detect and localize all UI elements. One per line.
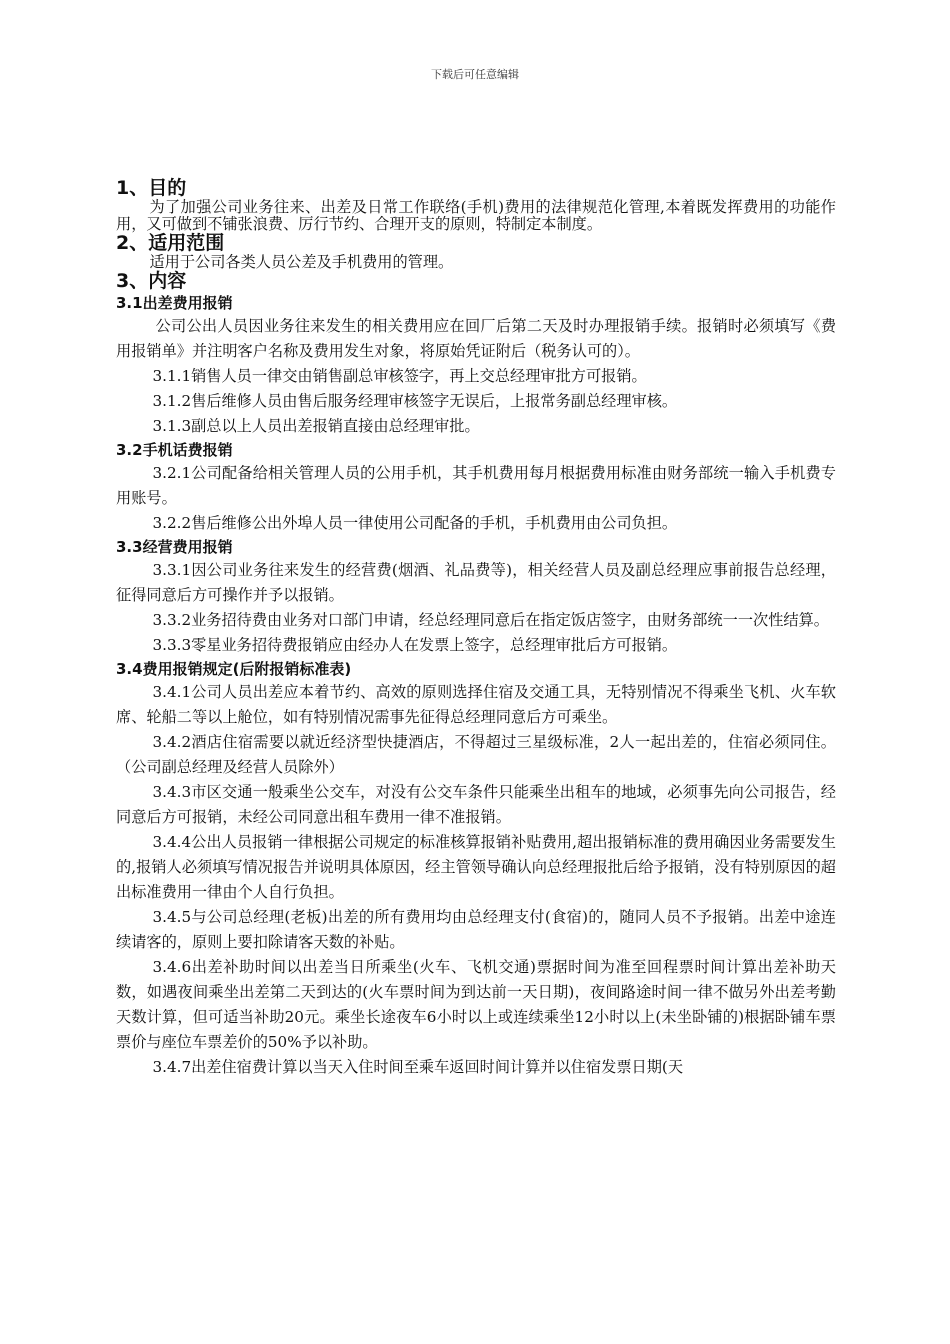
clause-3-4-3: 3.4.3市区交通一般乘坐公交车，对没有公交车条件只能乘坐出租车的地域，必须事先向公司报告，经同意后方可报销，未经公司同意出租车费用一律不准报销。 (116, 783, 836, 826)
section-3-1-title: 3.1出差费用报销 (116, 294, 233, 312)
clause-3-2-2: 3.2.2售后维修公出外埠人员一律使用公司配备的手机，手机费用由公司负担。 (152, 514, 678, 532)
section-2-title: 2、适用范围 (116, 232, 225, 254)
clause-3-3-2: 3.3.2业务招待费由业务对口部门申请，经总经理同意后在指定饭店签字，由财务部统一一次性结算。 (152, 611, 829, 629)
clause-3-4-7: 3.4.7出差住宿费计算以当天入住时间至乘车返回时间计算并以住宿发票日期(天 (152, 1058, 684, 1076)
clause-3-3-3: 3.3.3零星业务招待费报销应由经办人在发票上签字，总经理审批后方可报销。 (152, 636, 678, 654)
page-header: 下载后可任意编辑 (431, 68, 519, 81)
clause-3-1-3: 3.1.3副总以上人员出差报销直接由总经理审批。 (152, 417, 480, 435)
section-1-text: 为了加强公司业务往来、出差及日常工作联络(手机)费用的法律规范化管理,本着既发挥费用的功能作用，又可做到不铺张浪费、厉行节约、合理开支的原则，特制定本制度。 (116, 198, 836, 233)
section-3-2-title: 3.2手机话费报销 (116, 441, 233, 459)
document-body (116, 178, 836, 1080)
section-2-text: 适用于公司各类人员公差及手机费用的管理。 (149, 253, 454, 271)
clause-3-4-5: 3.4.5与公司总经理(老板)出差的所有费用均由总经理支付(食宿)的，随同人员不予报销。出差中途连续请客的，原则上要扣除请客天数的补贴。 (116, 908, 836, 951)
clause-3-1-2: 3.1.2售后维修人员由售后服务经理审核签字无误后，上报常务副总经理审核。 (152, 392, 678, 410)
section-3-3-title: 3.3经营费用报销 (116, 538, 233, 556)
clause-3-4-1: 3.4.1公司人员出差应本着节约、高效的原则选择住宿及交通工具，无特别情况不得乘坐飞机、火车软席、轮船二等以上舱位，如有特别情况需事先征得总经理同意后方可乘坐。 (116, 683, 836, 726)
clause-3-4-2: 3.4.2酒店住宿需要以就近经济型快捷酒店，不得超过三星级标准，2人一起出差的，住宿必须同住。（公司副总经理及经营人员除外） (116, 733, 836, 776)
section-3-1-intro: 公司公出人员因业务往来发生的相关费用应在回厂后第二天及时办理报销手续。报销时必须填写《费用报销单》并注明客户名称及费用发生对象，将原始凭证附后（税务认可的）。 (116, 317, 836, 360)
section-3-title: 3、内容 (116, 270, 187, 292)
clause-3-1-1: 3.1.1销售人员一律交由销售副总审核签字，再上交总经理审批方可报销。 (152, 367, 647, 385)
clause-3-3-1: 3.3.1因公司业务往来发生的经营费(烟酒、礼品费等)，相关经营人员及副总经理应事前报告总经理，征得同意后方可操作并予以报销。 (116, 561, 836, 604)
clause-3-4-6: 3.4.6出差补助时间以出差当日所乘坐(火车、飞机交通)票据时间为准至回程票时间计算出差补助天数，如遇夜间乘坐出差第二天到达的(火车票时间为到达前一天日期)，夜间路途时间一律不做另外出差考勤天数计算，但可适当补助20元。乘坐长途夜车6小时以上或连续乘坐12小时以上(未坐卧铺的)根据卧铺车票票价与座位车票差价的50%予以补助。 (116, 958, 836, 1051)
section-3-4-title: 3.4费用报销规定(后附报销标准表) (116, 660, 352, 678)
clause-3-2-1: 3.2.1公司配备给相关管理人员的公用手机，其手机费用每月根据费用标准由财务部统一输入手机费专用账号。 (116, 464, 836, 507)
clause-3-4-4: 3.4.4公出人员报销一律根据公司规定的标准核算报销补贴费用,超出报销标准的费用确因业务需要发生的,报销人必须填写情况报告并说明具体原因，经主管领导确认向总经理报批后给予报销，没有特别原因的超出标准费用一律由个人自行负担。 (116, 833, 836, 901)
section-1-title: 1、目的 (116, 177, 187, 199)
